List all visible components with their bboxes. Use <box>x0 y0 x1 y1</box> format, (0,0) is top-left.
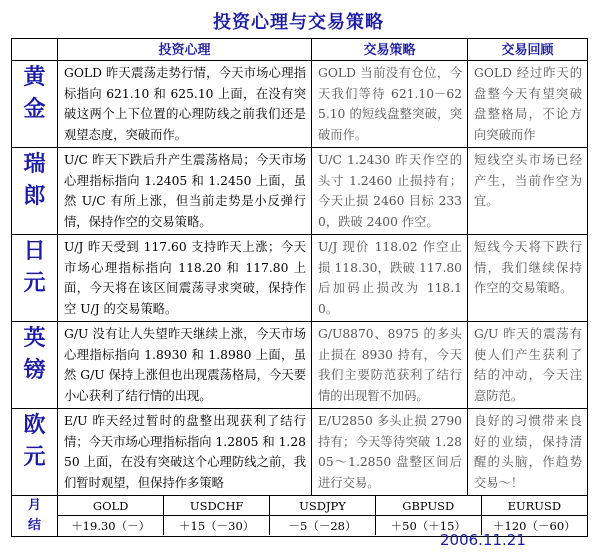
row-eur <box>12 409 588 496</box>
strategy-cell: E/U2850 多头止损 2790 持有；今天等待突破 1.2805～1.2850 盘整区间后进行交易。 <box>318 414 462 490</box>
review-cell: GOLD 经过昨天的盘整今天有望突破盘整格局，不论方向突破而作 <box>474 66 582 142</box>
monthly-result: －5（－28） <box>270 516 376 536</box>
psychology-cell: E/U 昨天经过暂时的盘整出现获利了结行情；今天市场心理指标指向 1.2805 和 1.2850 上面，在没有突破这个心理防线之前，我们暂时观望，但保持作多策略 <box>64 414 306 490</box>
monthly-table <box>58 496 587 535</box>
review-cell: 短线今天将下跌行情，我们继续保持作空的交易策略。 <box>474 240 582 295</box>
monthly-result: ＋120（－60） <box>481 516 587 536</box>
monthly-result: ＋19.30（－） <box>58 516 164 536</box>
monthly-symbol: EURUSD <box>481 496 587 516</box>
row-label-jpy: 日 元 <box>12 235 58 322</box>
row-label-gold: 黄 金 <box>12 61 58 148</box>
corner-cell <box>12 39 58 61</box>
strategy-cell: GOLD 当前没有仓位，今天我们等待 621.10－625.10 的短线盘整突破，突破而作。 <box>318 66 462 142</box>
review-cell: 良好的习惯带来良好的业绩，保持清醒的头脑，作趋势交易～！ <box>474 414 582 490</box>
strategy-cell: G/U8870、8975 的多头止损在 8930 持有，今天我们主要防范获利了结行情的出现暂不加码。 <box>318 327 462 403</box>
header-psychology: 投资心理 <box>58 39 312 61</box>
row-jpy <box>12 235 588 322</box>
strategy-table <box>11 38 588 537</box>
monthly-symbol: USDJPY <box>270 496 376 516</box>
row-label-chf: 瑞 郎 <box>12 148 58 235</box>
header-review: 交易回顾 <box>468 39 588 61</box>
row-gold <box>12 61 588 148</box>
header-strategy: 交易策略 <box>312 39 468 61</box>
psychology-cell: GOLD 昨天震荡走势行情，今天市场心理指标指向 621.10 和 625.10 上面，在没有突破这两个上下位置的心理防线之前我们还是观望态度，突破而作。 <box>64 66 306 142</box>
page-title: 投资心理与交易策略 <box>213 12 384 33</box>
monthly-symbol: GOLD <box>58 496 164 516</box>
report-date: 2006.11.21 <box>440 531 526 549</box>
row-label-gbp: 英 镑 <box>12 322 58 409</box>
psychology-cell: G/U 没有让人失望昨天继续上涨，今天市场心理指标指向 1.8930 和 1.8980 上面，虽然 G/U 保持上涨但也出现震荡格局，今天要小心获利了结行情的出现。 <box>64 327 306 403</box>
strategy-cell: U/C 1.2430 昨天作空的头寸 1.2460 止损持有；今天止损 2460 目标 2330，跌破 2400 作空。 <box>318 153 462 229</box>
row-label-eur: 欧 元 <box>12 409 58 496</box>
monthly-symbol: GBPUSD <box>375 496 481 516</box>
review-cell: G/U 昨天的震荡有使人们产生获利了结的冲动，今天注意防范。 <box>474 327 582 403</box>
row-gbp <box>12 322 588 409</box>
row-chf <box>12 148 588 235</box>
psychology-cell: U/J 昨天受到 117.60 支持昨天上涨；今天市场心理指标指向 118.20 和 117.80 上面，今天将在该区间震荡寻求突破，保持作空 U/J 的交易策略。 <box>64 240 306 316</box>
monthly-symbol: USDCHF <box>164 496 270 516</box>
review-cell: 短线空头市场已经产生，当前作空为宜。 <box>474 153 582 208</box>
strategy-cell: U/J 现价 118.02 作空止损 118.30，跌破 117.80 后加码止损改为 118.10。 <box>318 240 462 316</box>
psychology-cell: U/C 昨天下跌后升产生震荡格局；今天市场心理指标指向 1.2405 和 1.2450 上面，虽然 U/C 有所上涨，但当前走势是小反弹行情，保持作空的交易策略。 <box>64 153 306 229</box>
monthly-result: ＋15（－30） <box>164 516 270 536</box>
monthly-result: ＋50（＋15） <box>375 516 481 536</box>
row-label-monthly: 月 结 <box>12 496 58 537</box>
